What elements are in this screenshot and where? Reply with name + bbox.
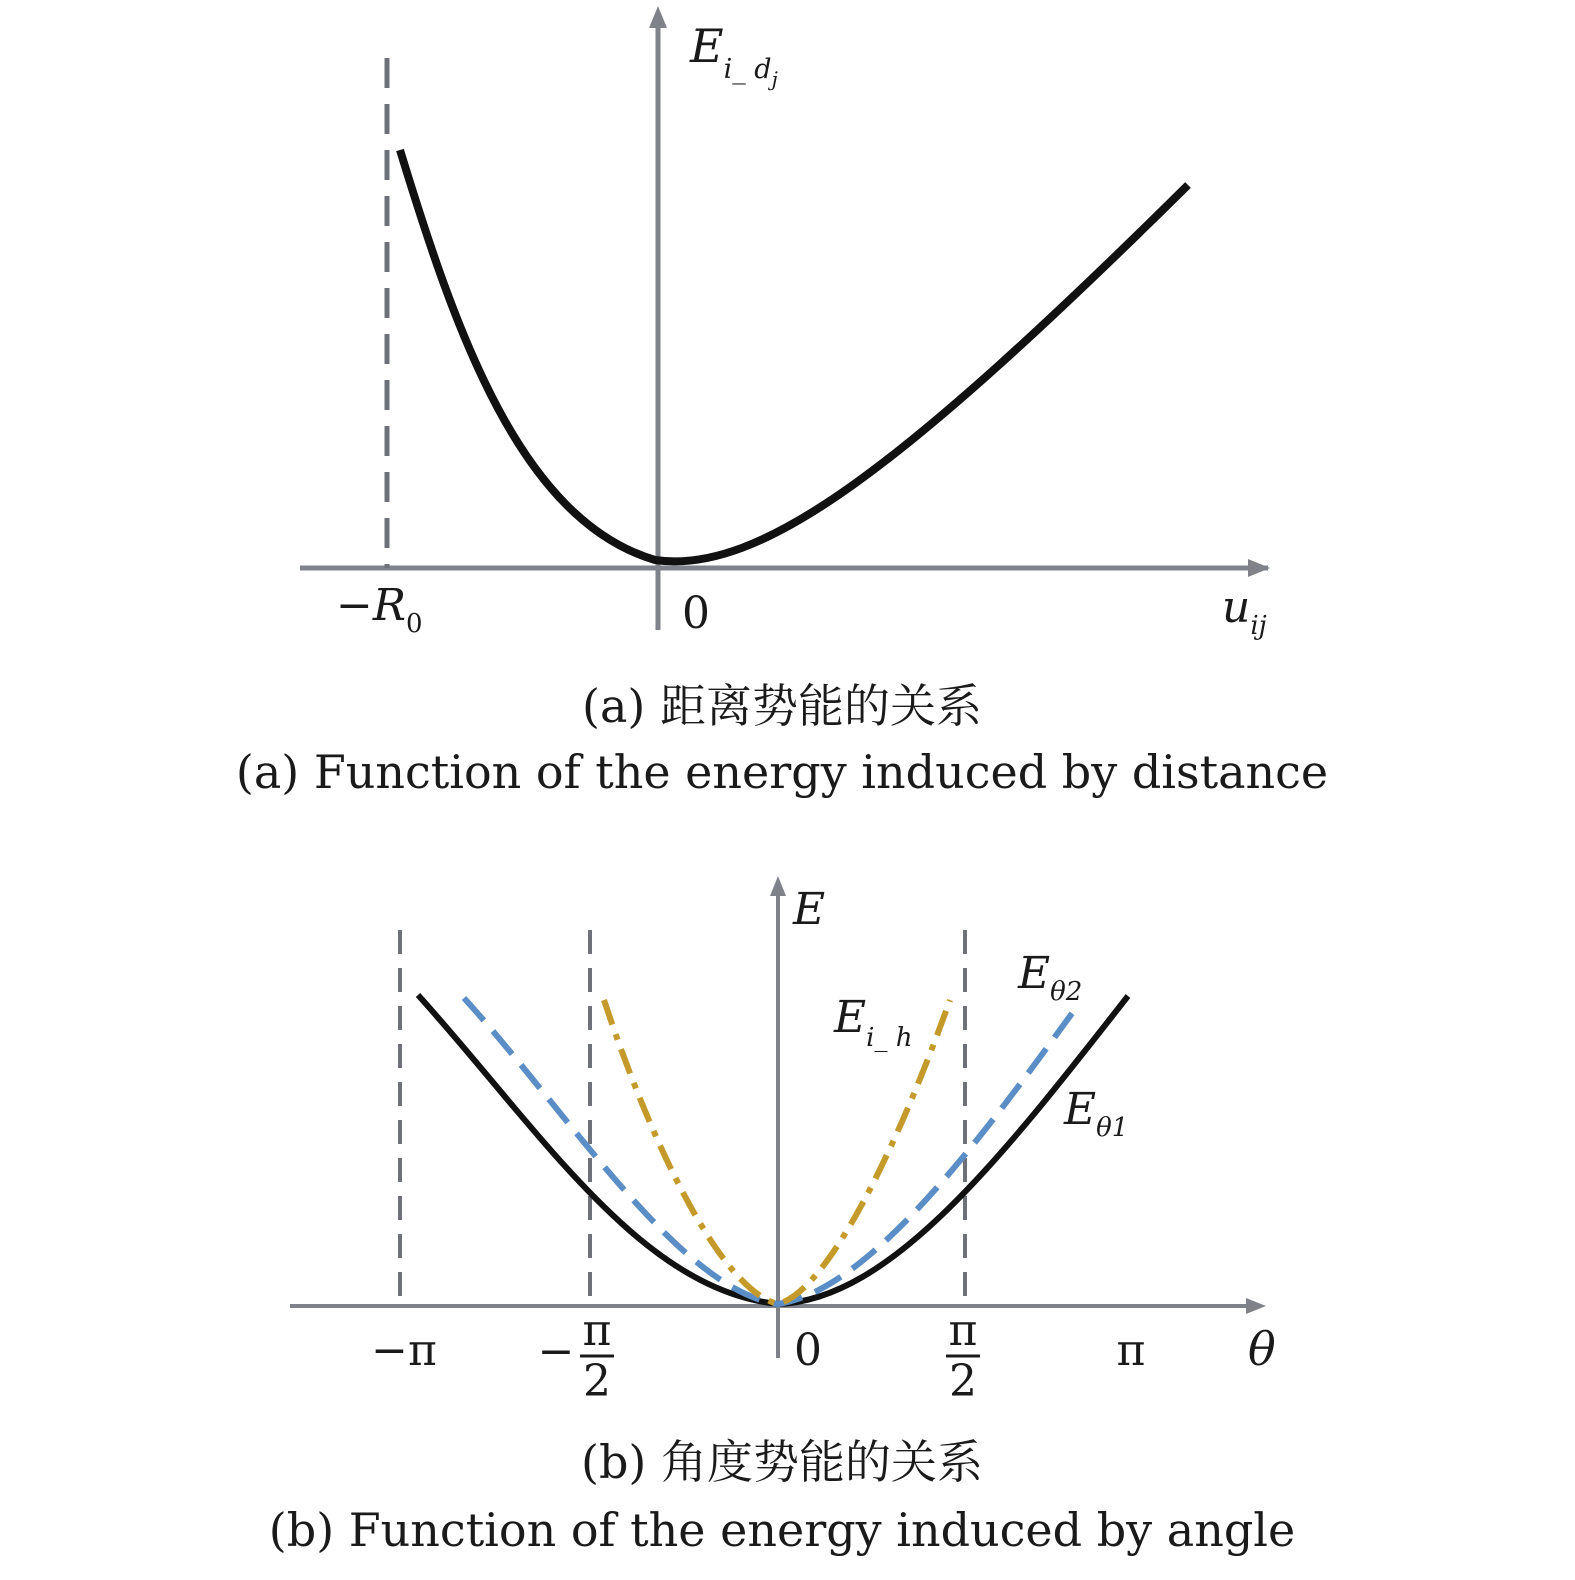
panel-a-energy-curve [400, 150, 1188, 561]
panel-b-tick-zero: 0 [794, 1325, 822, 1376]
panel-b-tick-neg-half-pi [538, 1305, 614, 1407]
panel-a-y-label: $E_{i\_ d}j$ [690, 19, 778, 91]
panel-a-x-arrow [1248, 559, 1270, 577]
panel-a [236, 6, 1328, 799]
panel-b-caption-en: (b) Function of the energy induced by angle [268, 1503, 1296, 1557]
panel-b-x-arrow [1246, 1298, 1266, 1314]
panel-a-origin-label: 0 [682, 588, 710, 639]
panel-a-asymptote-label: $-R_0$ [336, 580, 423, 639]
panel-b-tick-pos-half-pi-den: 2 [949, 1356, 977, 1407]
panel-b-tick-pos-half-pi-num: π [948, 1305, 978, 1356]
panel-b-tick-neg-pi: −π [371, 1325, 437, 1376]
panel-b-tick-neg-half-pi-sign: − [537, 1326, 575, 1377]
panel-b [269, 876, 1295, 1557]
panel-b-y-arrow [770, 876, 786, 896]
panel-b-label-e-ih: $E_{i\_ h}$ [834, 992, 913, 1053]
panel-b-tick-pi: π [1116, 1325, 1146, 1376]
panel-b-y-label: E [793, 884, 826, 935]
panel-b-curve-e-theta1 [418, 995, 1128, 1304]
panel-b-tick-pos-half-pi [946, 1305, 980, 1407]
panel-b-tick-neg-half-pi-num: π [582, 1305, 612, 1356]
panel-a-caption-en: (a) Function of the energy induced by distance [235, 745, 1329, 799]
panel-b-label-e-theta1: $E_{\theta 1}$ [1064, 1084, 1129, 1143]
panel-b-label-e-theta2: $E_{\theta 2}$ [1018, 948, 1083, 1007]
panel-a-x-label: $u_{ij}$ [1222, 582, 1267, 641]
panel-a-y-arrow [649, 6, 667, 28]
panel-a-caption-cn: (a) 距离势能的关系 [582, 679, 982, 733]
panel-b-caption-cn: (b) 角度势能的关系 [581, 1435, 983, 1489]
panel-b-tick-neg-half-pi-den: 2 [583, 1356, 611, 1407]
panel-b-x-label: θ [1248, 1322, 1276, 1376]
